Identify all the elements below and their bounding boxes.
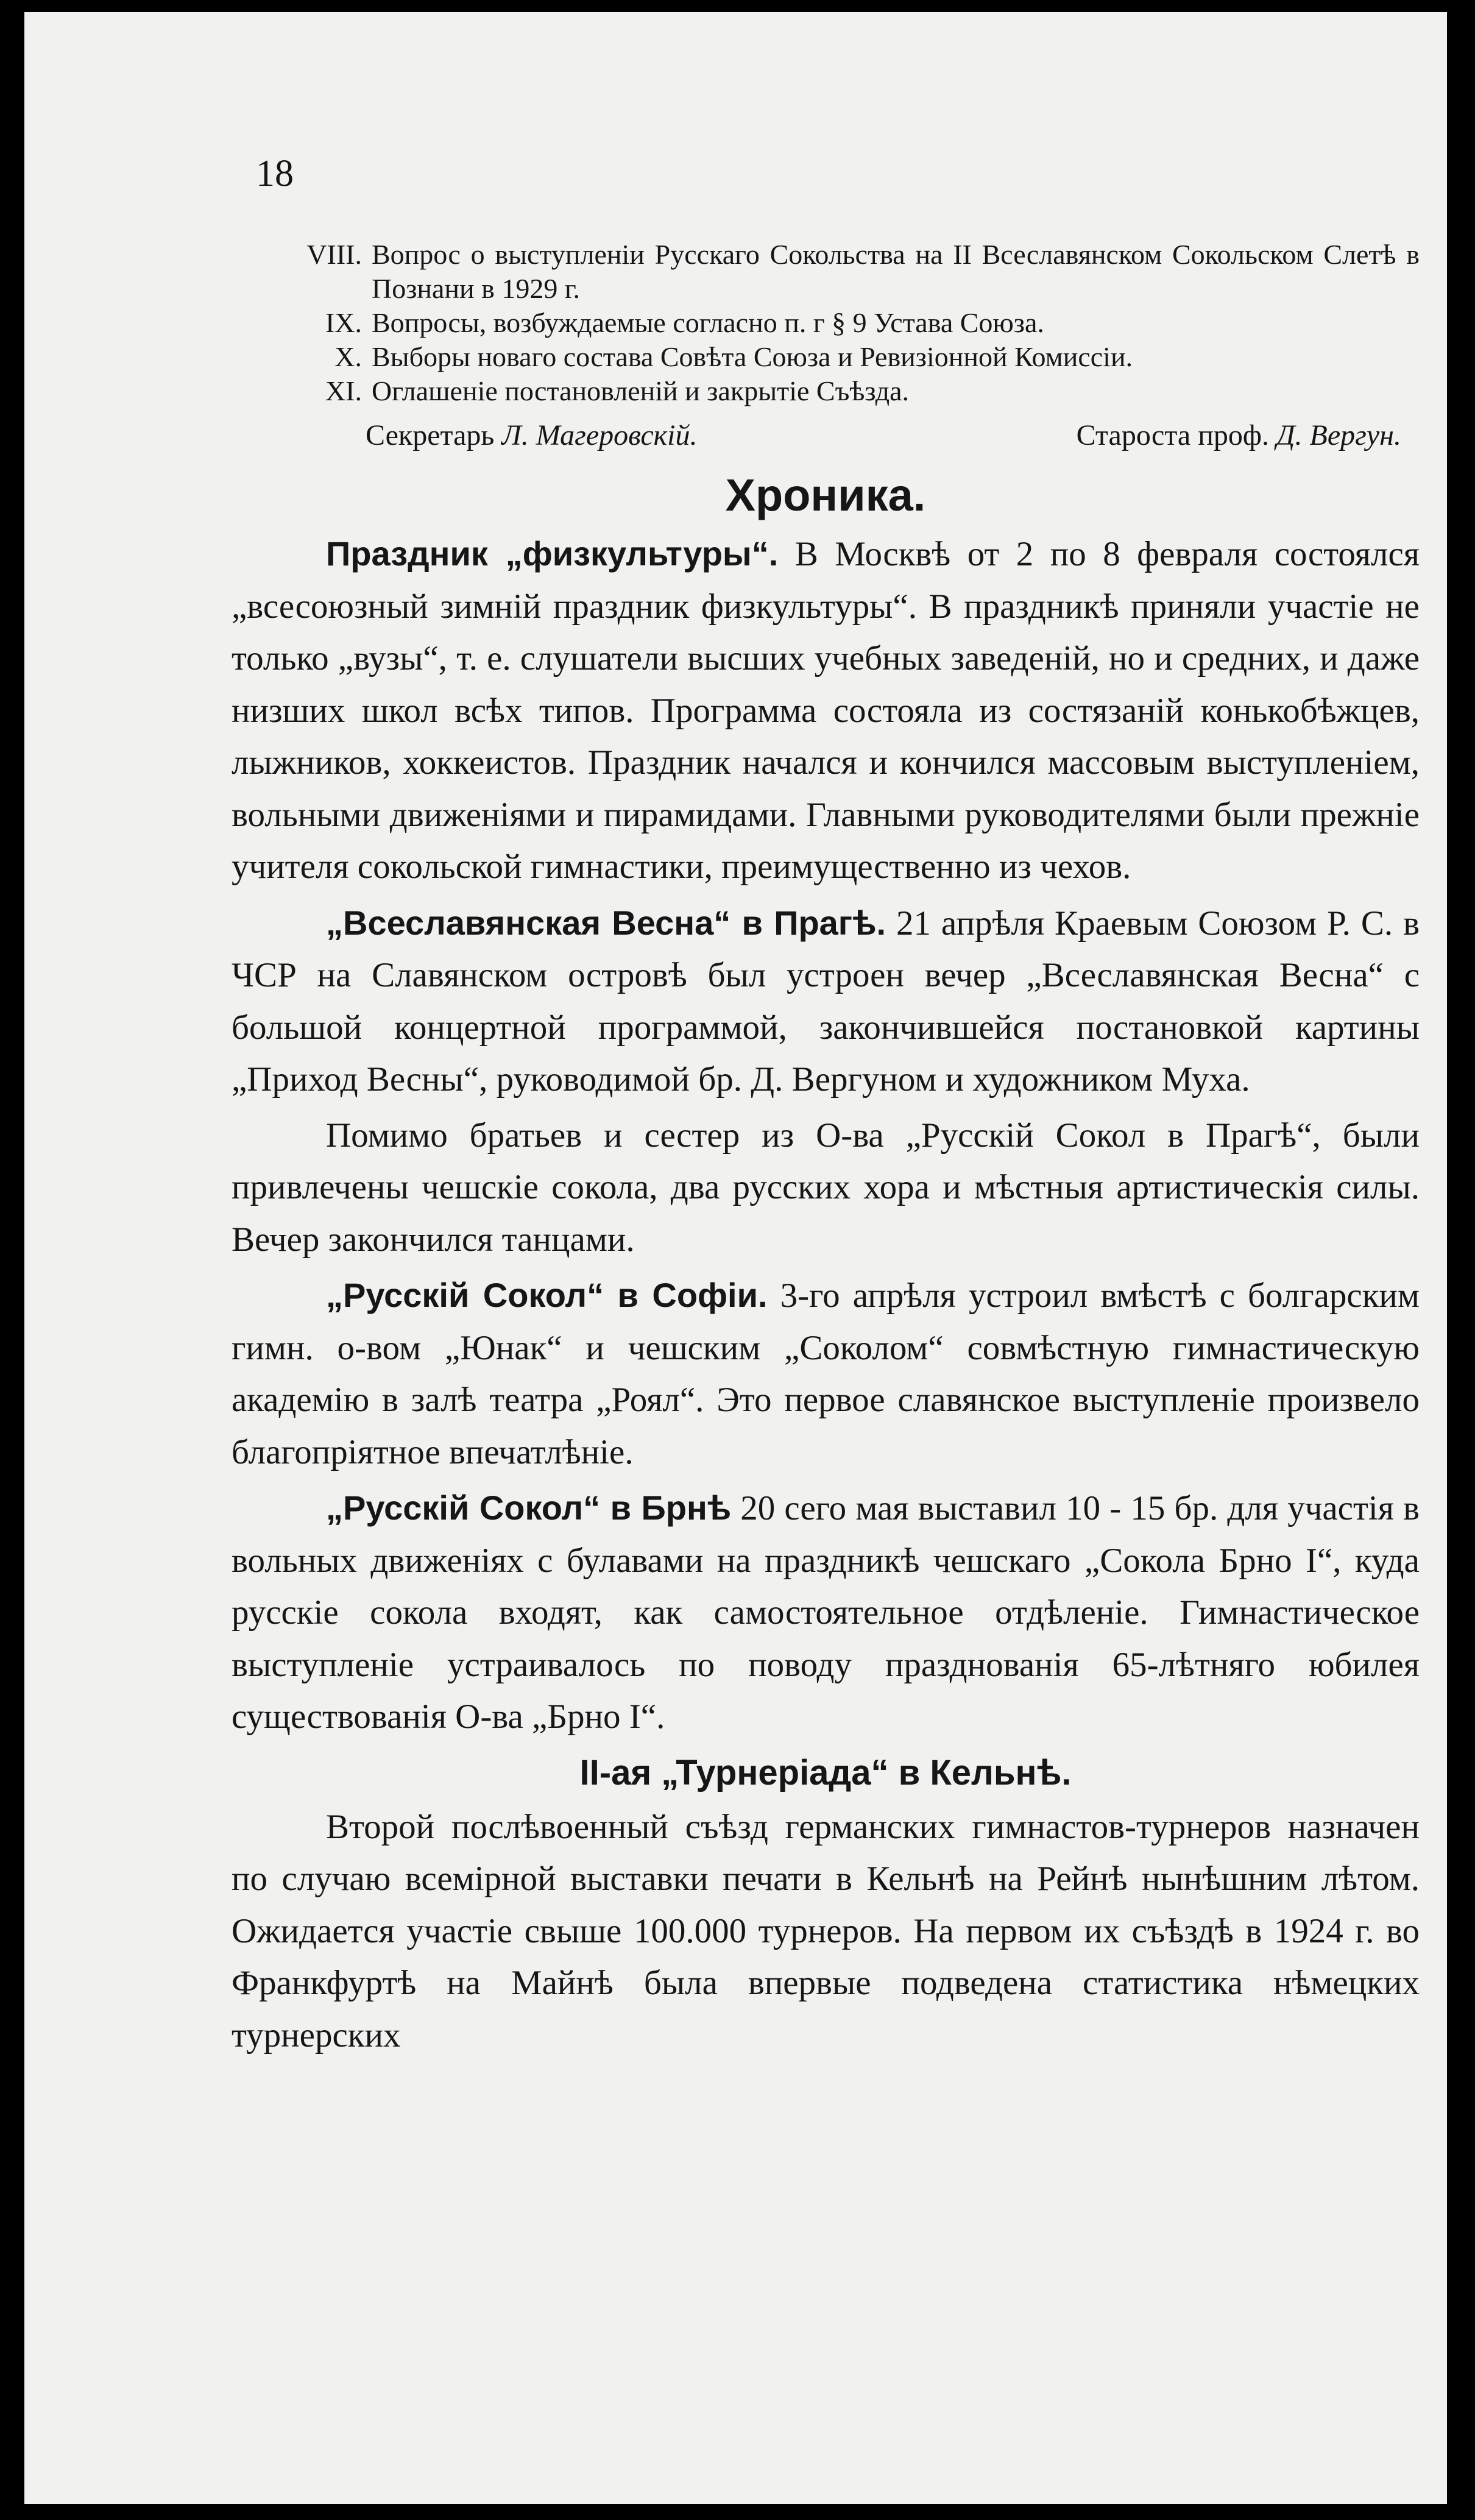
agenda-item-text: Выборы новаго состава Совѣта Союза и Ревизіонной Комиссіи. <box>372 341 1133 372</box>
chairman-label: Староста проф. <box>1076 419 1269 451</box>
agenda-item <box>292 374 1420 408</box>
agenda-list <box>292 238 1420 408</box>
chronicle-paragraph <box>232 1482 1420 1743</box>
paragraph-text: 3-го апрѣля устроил вмѣстѣ с болгарским гимн. о-вом „Юнак“ и чешским „Соколом“ совмѣстную гимнастическую академію в залѣ театра „Роял“. Это первое славянское выступленіе произвело благопріятное впечатлѣніе. <box>232 1276 1420 1471</box>
paragraph-lead: „Всеславянская Весна“ в Прагѣ. <box>326 903 886 942</box>
chairman-name: Д. Вергун. <box>1276 419 1401 451</box>
chronicle-paragraph <box>232 1110 1420 1266</box>
chronicle-paragraph: Второй послѣвоенный съѣзд германских гимнастов-турнеров назначен по случаю всемірной выставки печати в Кельнѣ на Рейнѣ нынѣшним лѣтом. Ожидается участіе свыше 100.000 турнеров. На первом их съѣздѣ в 1924 г. во Франкфуртѣ на Майнѣ была впервые подведена статистика нѣмецких турнерских <box>232 1807 1420 2055</box>
section-title: Хроника. <box>725 470 926 520</box>
agenda-item-number: X. <box>334 341 362 372</box>
secretary-signature <box>366 417 697 455</box>
chronicle-paragraph <box>232 528 1420 893</box>
secretary-name: Л. Магеровскій. <box>501 419 698 451</box>
paragraph-text: 21 апрѣля Краевым Союзом Р. С. в ЧСР на Славянском островѣ был устроен вечер „Всеславянская Весна“ с большой концертной программой, закончившейся постановкой картины „Приход Весны“, руководимой бр. Д. Вергуном и художником Муха. <box>232 904 1420 1099</box>
paragraph-lead: „Русскій Сокол“ в Брнѣ <box>326 1488 732 1527</box>
agenda-item-number: IX. <box>325 307 362 338</box>
agenda-item-number: VIII. <box>306 239 362 270</box>
chairman-signature <box>1077 417 1401 455</box>
page-number: 18 <box>256 153 294 194</box>
agenda-item-number: XI. <box>325 375 362 406</box>
subsection-title: II-ая „Турнеріада“ в Кельнѣ. <box>579 1752 1072 1793</box>
agenda-item-text: Вопрос о выступленіи Русскаго Сокольства на II Всеславянском Сокольском Слетѣ в Познани в 1929 г. <box>372 239 1420 304</box>
paragraph-lead: „Русскій Сокол“ в Софіи. <box>326 1276 768 1314</box>
agenda-item-text: Вопросы, возбуждаемые согласно п. г § 9 Устава Союза. <box>372 307 1044 338</box>
paragraph-text: Помимо братьев и сестер из О-ва „Русскій Сокол в Прагѣ“, были привлечены чешскіе сокола, два русских хора и мѣстныя артистическія силы. Вечер закончился танцами. <box>232 1116 1420 1259</box>
paragraph-text: В Москвѣ от 2 по 8 февраля состоялся „всесоюзный зимній праздник физкультуры“. В праздникѣ приняли участіе не только „вузы“, т. е. слушатели высших учебных заведеній, но и средних, и даже низших школ всѣх типов. Программа состояла из состязаній конькобѣжцев, лыжников, хоккеистов. Праздник начался и кончился массовым выступленіем, вольными движеніями и пирамидами. Главными руководителями были прежніе учителя сокольской гимнастики, преимущественно из чехов. <box>232 535 1420 886</box>
book-page <box>24 12 1447 2504</box>
agenda-item <box>292 306 1420 340</box>
secretary-label: Секретарь <box>366 419 495 451</box>
chronicle-paragraph <box>232 897 1420 1106</box>
signatures <box>366 417 1401 455</box>
agenda-item-text: Оглашеніе постановленій и закрытіе Съѣзда. <box>372 375 910 406</box>
agenda-item <box>292 340 1420 374</box>
paragraph-text: 20 сего мая выставил 10 - 15 бр. для участія в вольных движеніях с булавами на праздникѣ чешскаго „Сокола Брно I“, куда русскіе сокола входят, как самостоятельное отдѣленіе. Гимнастическое выступленіе устраивалось по поводу празднованія 65-лѣтняго юбилея существованія О-ва „Брно I“. <box>232 1489 1420 1736</box>
agenda-item <box>292 238 1420 306</box>
page-content <box>232 152 1420 2065</box>
chronicle-paragraph <box>232 1269 1420 1478</box>
paragraph-lead: Праздник „физкультуры“. <box>326 534 779 573</box>
